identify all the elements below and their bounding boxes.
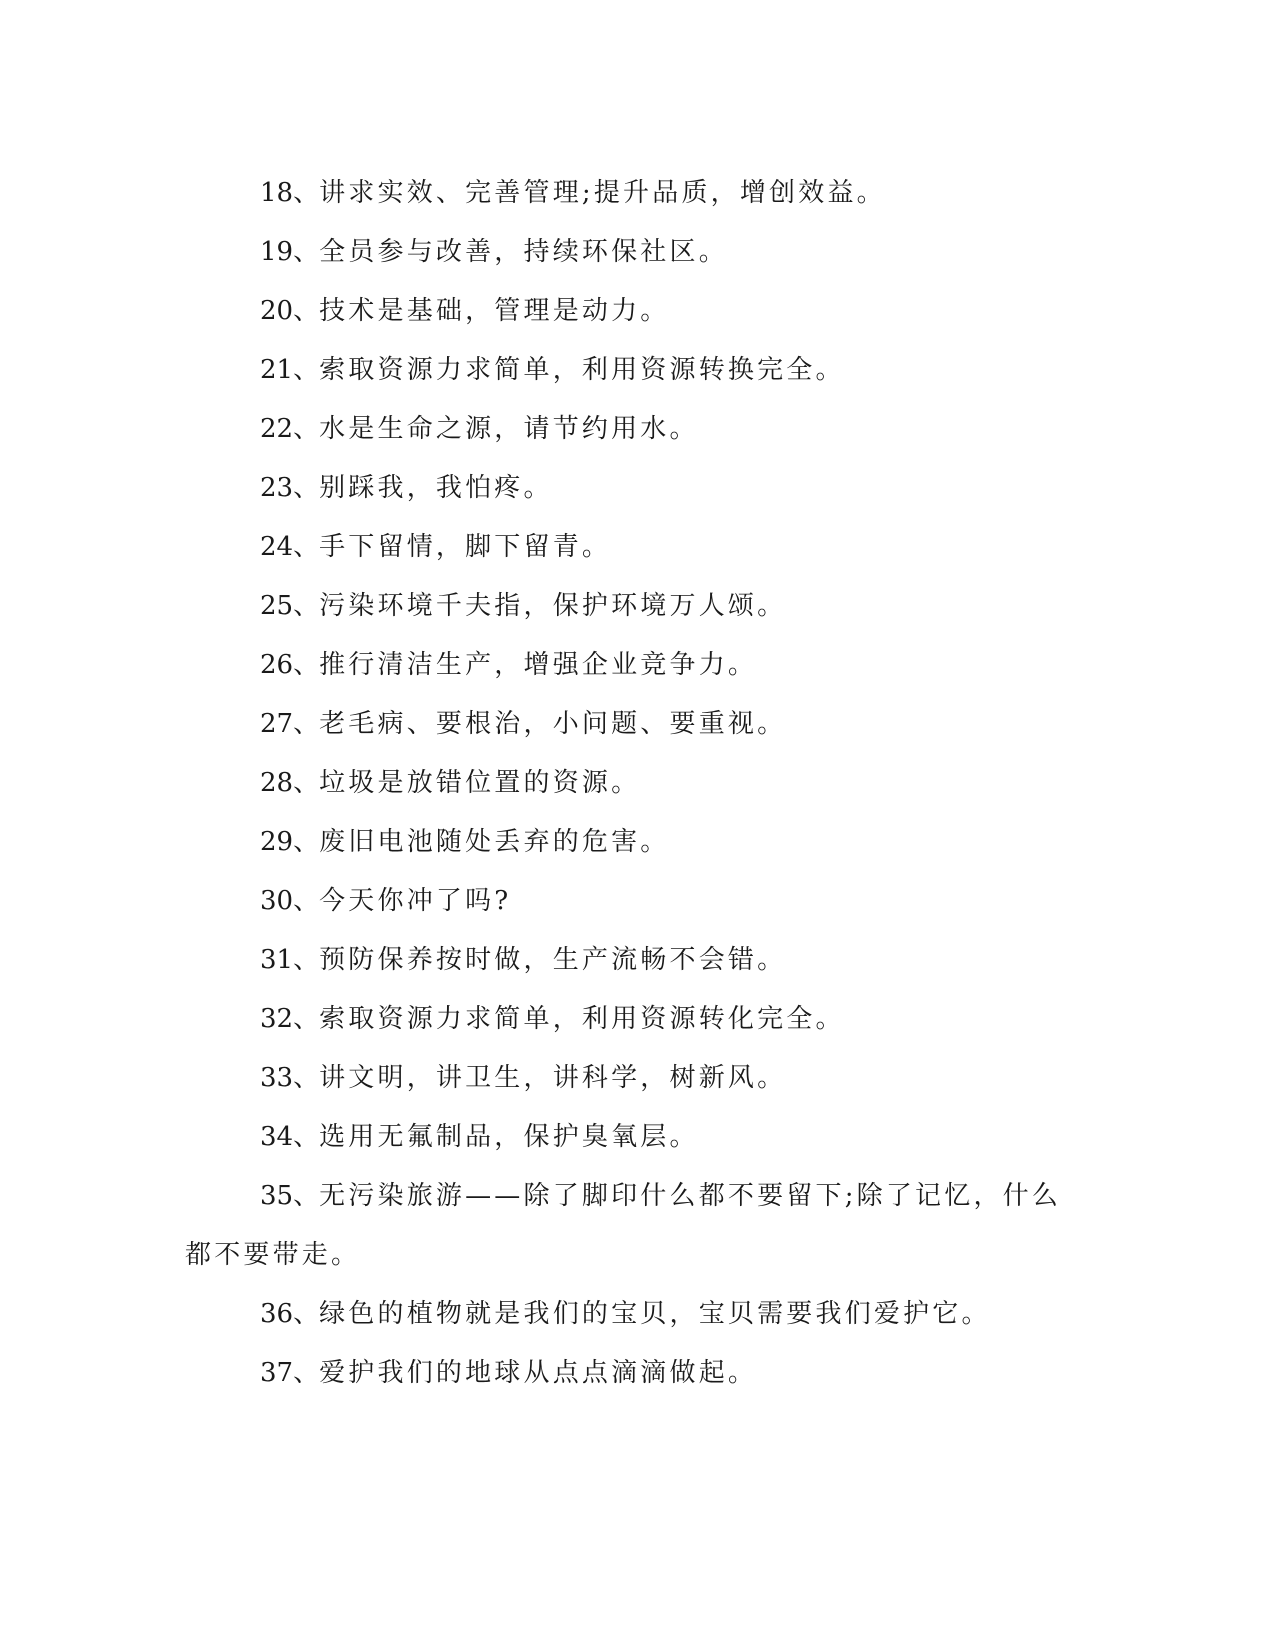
item-number: 34、 <box>260 1122 320 1152</box>
list-item <box>185 400 1085 459</box>
slogan-list <box>185 164 1085 1403</box>
item-number: 36、 <box>260 1299 320 1329</box>
item-number: 37、 <box>260 1358 320 1388</box>
item-text: 垃圾是放错位置的资源。 <box>319 768 641 798</box>
item-text: 污染环境千夫指，保护环境万人颂。 <box>319 591 787 621</box>
item-text: 索取资源力求简单，利用资源转化完全。 <box>319 1004 845 1034</box>
item-number: 19、 <box>260 237 320 267</box>
item-number: 32、 <box>260 1004 320 1034</box>
item-text: 老毛病、要根治，小问题、要重视。 <box>319 709 787 739</box>
item-text: 选用无氟制品，保护臭氧层。 <box>319 1122 699 1152</box>
item-number: 29、 <box>260 827 320 857</box>
item-number: 33、 <box>260 1063 320 1093</box>
list-item <box>185 872 1085 931</box>
item-text: 别踩我，我怕疼。 <box>319 473 553 503</box>
list-item <box>185 931 1085 990</box>
item-text: 绿色的植物就是我们的宝贝，宝贝需要我们爱护它。 <box>319 1299 991 1329</box>
item-number: 27、 <box>260 709 320 739</box>
item-number: 22、 <box>260 414 320 444</box>
item-number: 28、 <box>260 768 320 798</box>
list-item <box>185 1344 1085 1403</box>
item-number: 25、 <box>260 591 320 621</box>
list-item <box>185 164 1085 223</box>
list-item <box>185 1167 1085 1285</box>
list-item <box>185 223 1085 282</box>
list-item <box>185 341 1085 400</box>
list-item <box>185 754 1085 813</box>
item-number: 26、 <box>260 650 320 680</box>
item-text: 推行清洁生产，增强企业竞争力。 <box>319 650 758 680</box>
item-number: 31、 <box>260 945 320 975</box>
list-item <box>185 990 1085 1049</box>
list-item <box>185 282 1085 341</box>
item-text: 今天你冲了吗? <box>319 886 512 916</box>
item-number: 21、 <box>260 355 320 385</box>
list-item <box>185 636 1085 695</box>
item-text: 全员参与改善，持续环保社区。 <box>319 237 728 267</box>
item-number: 20、 <box>260 296 320 326</box>
list-item <box>185 1285 1085 1344</box>
item-text: 废旧电池随处丢弃的危害。 <box>319 827 670 857</box>
item-text: 手下留情，脚下留青。 <box>319 532 612 562</box>
item-number: 30、 <box>260 886 320 916</box>
list-item <box>185 1049 1085 1108</box>
item-text: 水是生命之源，请节约用水。 <box>319 414 699 444</box>
item-text: 预防保养按时做，生产流畅不会错。 <box>319 945 787 975</box>
item-text: 索取资源力求简单，利用资源转换完全。 <box>319 355 845 385</box>
list-item <box>185 518 1085 577</box>
item-number: 23、 <box>260 473 320 503</box>
item-number: 35、 <box>260 1181 320 1211</box>
list-item <box>185 459 1085 518</box>
item-text: 讲求实效、完善管理;提升品质，增创效益。 <box>319 178 886 208</box>
list-item <box>185 1108 1085 1167</box>
item-number: 18、 <box>260 178 320 208</box>
item-number: 24、 <box>260 532 320 562</box>
item-text: 讲文明，讲卫生，讲科学，树新风。 <box>319 1063 787 1093</box>
list-item <box>185 695 1085 754</box>
list-item <box>185 577 1085 636</box>
item-text: 无污染旅游——除了脚印什么都不要留下;除了记忆，什么都不要带走。 <box>185 1181 1062 1270</box>
item-text: 爱护我们的地球从点点滴滴做起。 <box>319 1358 758 1388</box>
item-text: 技术是基础，管理是动力。 <box>319 296 670 326</box>
list-item <box>185 813 1085 872</box>
